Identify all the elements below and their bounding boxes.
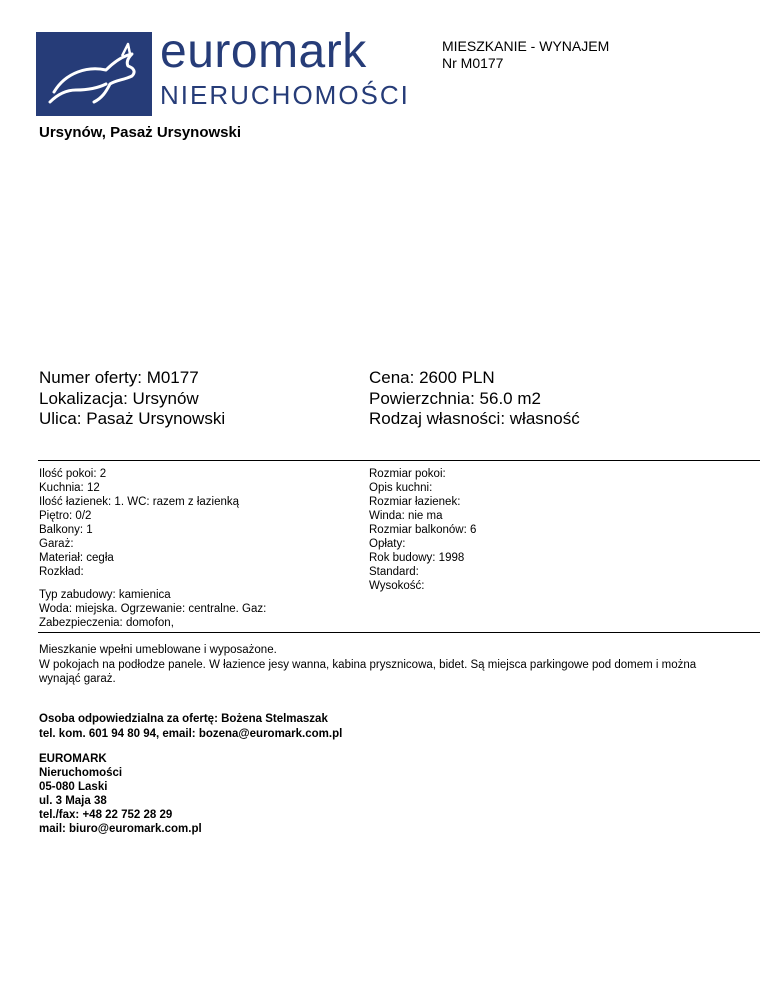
detail-item: Ilość pokoi: 2 [39,468,107,480]
contact-name: Osoba odpowiedzialna za ofertę: Bożena Stelmaszak [39,713,328,725]
security: Zabezpieczenia: domofon, [39,617,174,629]
agency-line: ul. 3 Maja 38 [39,795,107,807]
building-info [39,588,266,630]
detail-item: Rok budowy: 1998 [369,552,465,564]
kangaroo-logo-icon [36,32,152,116]
offer-type: MIESZKANIE - WYNAJEM [442,38,610,54]
logo-wordmark: euromark [160,25,367,78]
detail-item: Kuchnia: 12 [39,482,100,494]
agency-line: tel./fax: +48 22 752 28 29 [39,809,173,821]
logo-subtitle: NIERUCHOMOŚCI [160,80,410,110]
detail-item: Rozkład: [39,566,84,578]
agency-address [39,752,202,836]
summary-price: Cena: 2600 PLN [369,368,495,387]
details-left [39,467,239,579]
agency-line: Nieruchomości [39,767,123,779]
agency-line: 05-080 Laski [39,781,108,793]
description-line: Mieszkanie wpełni umeblowane i wyposażone. [39,644,277,656]
description-line: W pokojach na podłodze panele. W łazience jesy wanna, kabina prysznicowa, bidet. Są miejsca parkingowe pod domem i można wynająć garaż. [39,658,697,685]
offer-number: Nr M0177 [442,55,504,71]
detail-item: Wysokość: [369,580,425,592]
detail-item: Standard: [369,566,419,578]
agency-line: EUROMARK [39,753,107,765]
detail-item: Garaż: [39,538,74,550]
summary-left [39,368,225,430]
detail-item: Materiał: cegła [39,552,114,564]
detail-item: Rozmiar pokoi: [369,468,446,480]
contact-person [39,712,342,741]
details-right [369,467,476,593]
euromark-logo [36,25,410,116]
divider [38,632,760,633]
offer-type-block [442,38,609,72]
summary-street: Ulica: Pasaż Ursynowski [39,409,226,428]
detail-item: Opłaty: [369,538,406,550]
detail-item: Rozmiar łazienek: [369,496,461,508]
detail-item: Opis kuchni: [369,482,433,494]
utilities: Woda: miejska. Ogrzewanie: centralne. Gaz: [39,603,267,615]
contact-phone-email: tel. kom. 601 94 80 94, email: bozena@euromark.com.pl [39,727,343,740]
agency-line: mail: biuro@euromark.com.pl [39,823,202,835]
divider [38,460,760,461]
summary-right [369,368,580,430]
detail-item: Balkony: 1 [39,524,93,536]
summary-offer-number: Numer oferty: M0177 [39,368,199,387]
detail-item: Ilość łazienek: 1. WC: razem z łazienką [39,496,240,508]
detail-item: Rozmiar balkonów: 6 [369,524,477,536]
building-type: Typ zabudowy: kamienica [39,589,171,601]
summary-ownership: Rodzaj własności: własność [369,409,580,428]
detail-item: Winda: nie ma [369,510,443,522]
summary-area: Powierzchnia: 56.0 m2 [369,388,541,408]
detail-item: Piętro: 0/2 [39,510,92,522]
summary-location: Lokalizacja: Ursynów [39,388,199,408]
page-title: Ursynów, Pasaż Ursynowski [39,124,242,141]
description [39,643,719,687]
